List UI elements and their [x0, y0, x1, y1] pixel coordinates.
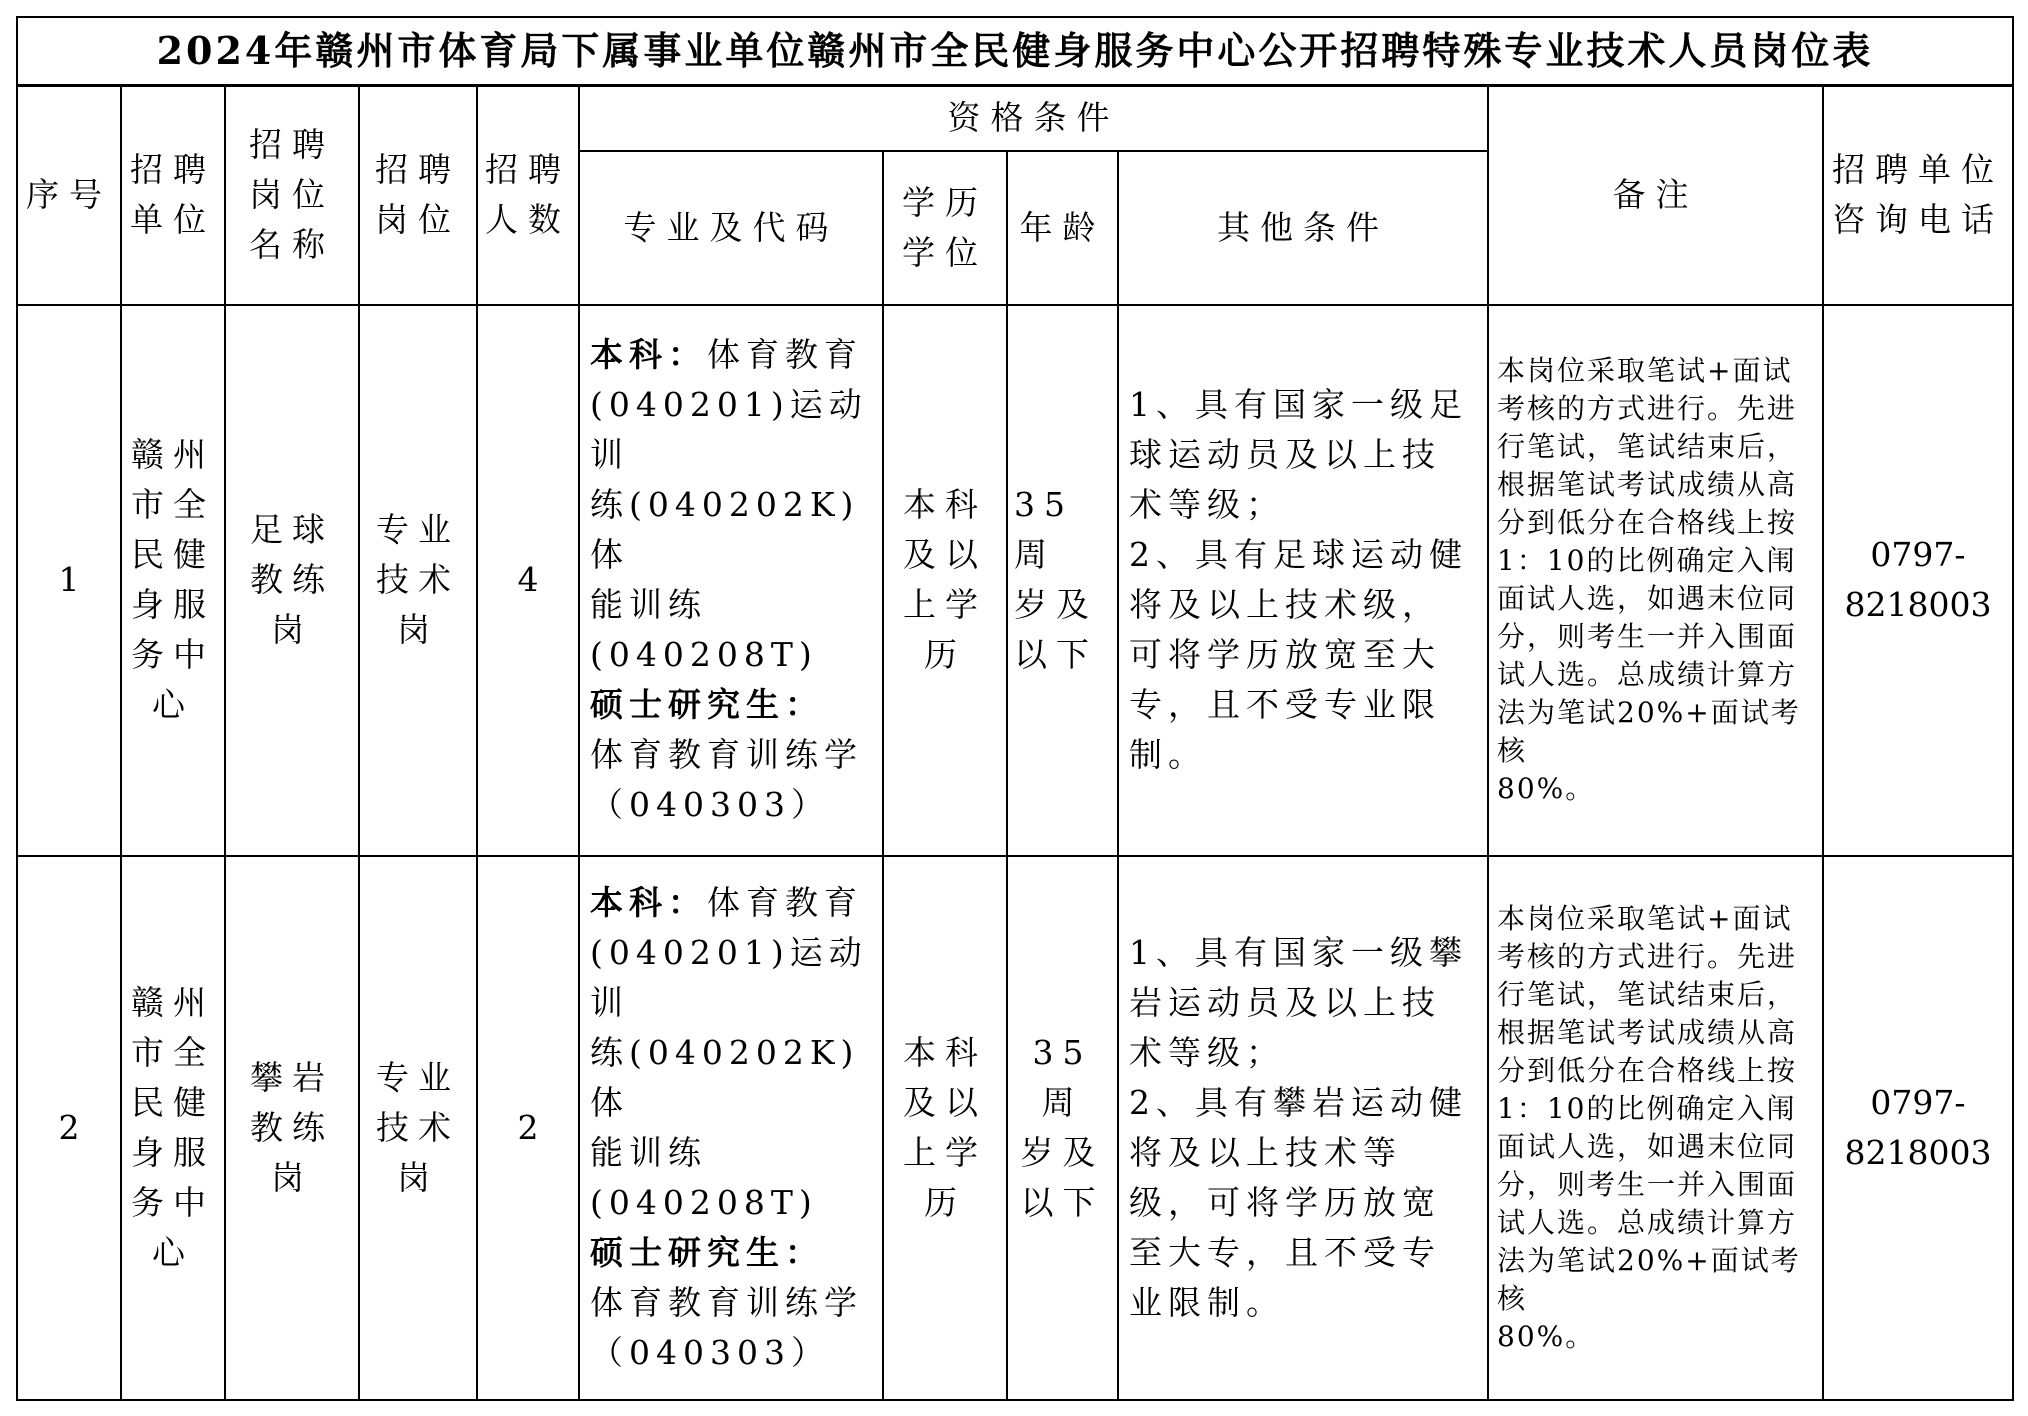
- header-unit: 招聘 单位: [121, 86, 225, 305]
- header-post-name: 招聘 岗位 名称: [225, 86, 359, 305]
- header-other: 其他条件: [1118, 151, 1488, 305]
- master-majors: 体育教育训练学 （040303）: [590, 1282, 863, 1372]
- table-row: [17, 305, 2013, 856]
- row-post-name: 足球 教练 岗: [225, 305, 359, 856]
- row-count: 2: [477, 856, 579, 1400]
- row-unit: 赣州 市全 民健 身服 务中 心: [121, 305, 225, 856]
- row-phone: 0797- 8218003: [1823, 856, 2013, 1400]
- bachelor-label: 本科：: [590, 335, 707, 374]
- header-post: 招聘 岗位: [359, 86, 477, 305]
- row-index: 1: [17, 305, 121, 856]
- header-count: 招聘 人数: [477, 86, 579, 305]
- row-remarks: 本岗位采取笔试+面试 考核的方式进行。先进 行笔试，笔试结束后， 根据笔试考试成绩从高 分到低分在合格线上按 1：10的比例确定入闱 面试人选，如遇末位同 分，则考生一并入围面 试人选。总成绩计算方 法为笔试20%+面试考核 80%。: [1488, 856, 1823, 1400]
- bachelor-majors: 体育教育 (040201)运动训 练(040202K)体 能训练 (040208T): [590, 335, 868, 674]
- row-post: 专业 技术 岗: [359, 856, 477, 1400]
- header-education: 学历 学位: [883, 151, 1007, 305]
- bachelor-label: 本科：: [590, 882, 707, 922]
- row-post: 专业 技术 岗: [359, 305, 477, 856]
- row-other: 1、具有国家一级攀 岩运动员及以上技 术等级； 2、具有攀岩运动健 将及以上技术等 级，可将学历放宽 至大专，且不受专 业限制。: [1118, 856, 1488, 1400]
- row-post-name: 攀岩 教练 岗: [225, 856, 359, 1400]
- row-age: 35周 岁及 以下: [1007, 305, 1118, 856]
- header-phone: 招聘单位 咨询电话: [1823, 86, 2013, 305]
- row-phone: 0797- 8218003: [1823, 305, 2013, 856]
- table-row: [17, 856, 2013, 1400]
- master-label: 硕士研究生：: [590, 1232, 824, 1272]
- row-education: 本科 及以 上学 历: [883, 305, 1007, 856]
- row-count: 4: [477, 305, 579, 856]
- header-remarks: 备注: [1488, 86, 1823, 305]
- recruitment-table: [16, 16, 2014, 1401]
- master-majors: 体育教育训练学 （040303）: [590, 735, 863, 824]
- page-title: 2024年赣州市体育局下属事业单位赣州市全民健身服务中心公开招聘特殊专业技术人员岗位表: [17, 17, 2013, 86]
- header-major: 专业及代码: [579, 151, 883, 305]
- row-index: 2: [17, 856, 121, 1400]
- row-education: 本科 及以 上学 历: [883, 856, 1007, 1400]
- header-index: 序号: [17, 86, 121, 305]
- master-label: 硕士研究生：: [590, 685, 824, 724]
- header-age: 年龄: [1007, 151, 1118, 305]
- row-major: [579, 856, 883, 1400]
- row-age: 35周 岁及 以下: [1007, 856, 1118, 1400]
- row-major: [579, 305, 883, 856]
- bachelor-majors: 体育教育 (040201)运动训 练(040202K)体 能训练 (040208T): [590, 882, 868, 1222]
- row-unit: 赣州 市全 民健 身服 务中 心: [121, 856, 225, 1400]
- row-remarks: 本岗位采取笔试+面试 考核的方式进行。先进 行笔试，笔试结束后， 根据笔试考试成绩从高 分到低分在合格线上按 1：10的比例确定入闱 面试人选，如遇末位同 分，则考生一并入围面 试人选。总成绩计算方 法为笔试20%+面试考核 80%。: [1488, 305, 1823, 856]
- row-other: 1、具有国家一级足 球运动员及以上技 术等级； 2、具有足球运动健 将及以上技术级， 可将学历放宽至大 专，且不受专业限 制。: [1118, 305, 1488, 856]
- header-qualifications: 资格条件: [579, 86, 1488, 151]
